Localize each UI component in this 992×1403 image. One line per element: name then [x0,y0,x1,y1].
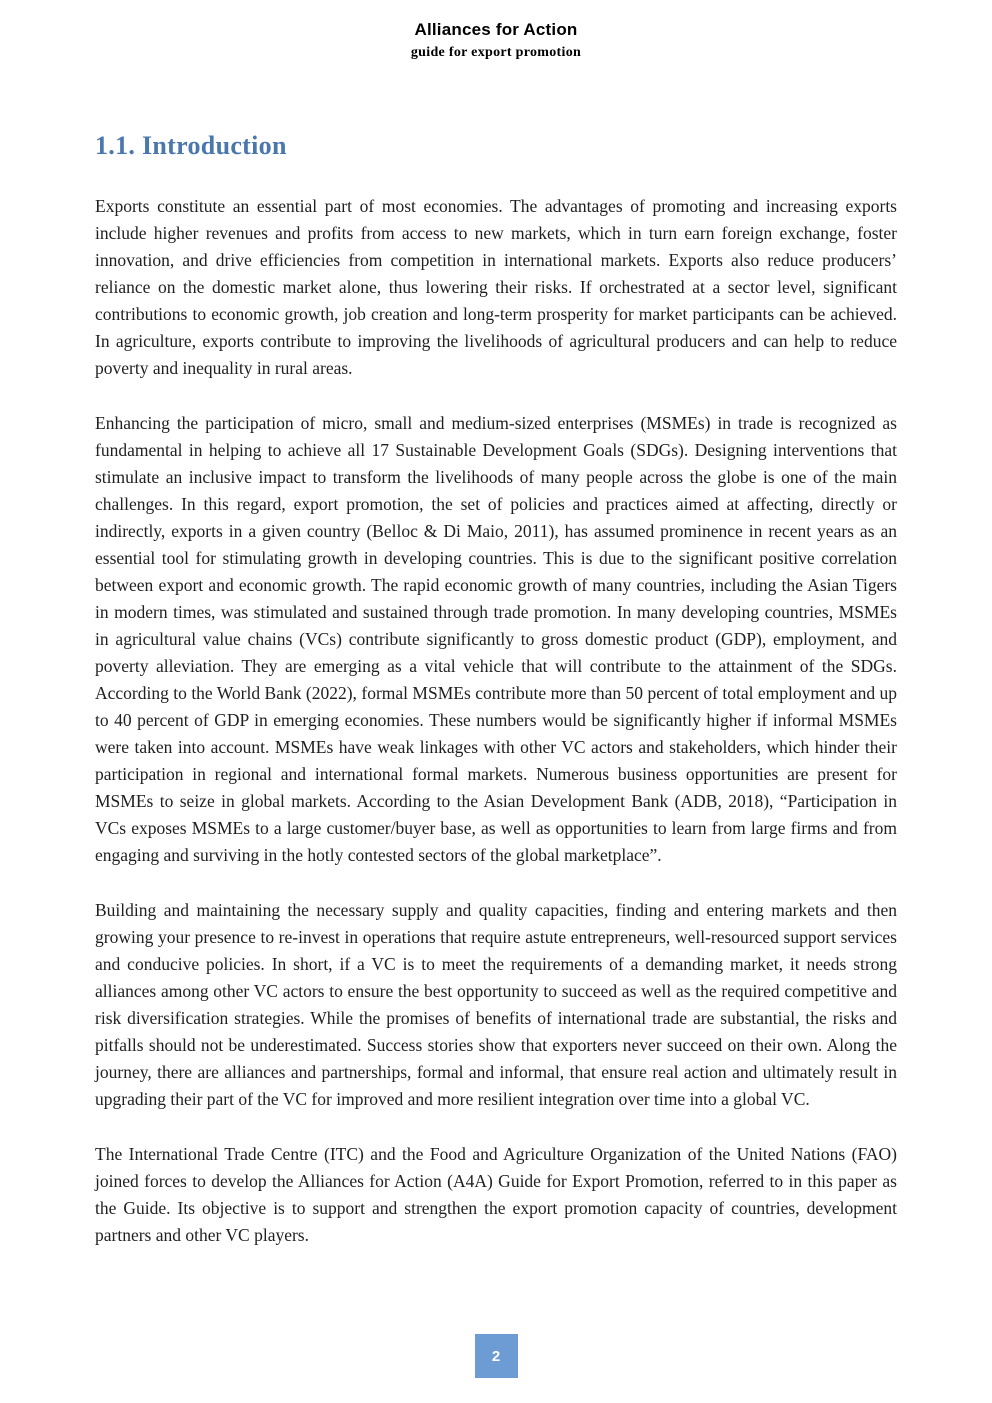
paragraph-building-capacities: Building and maintaining the necessary supply and quality capacities, finding and entering markets and then growing your presence to re-invest in operations that require astute entrepreneurs, well-resourced support services and conducive policies. In short, if a VC is to meet the requirements of a demanding market, it needs strong alliances among other VC actors to ensure the best opportunity to succeed as well as the required competitive and risk diversification strategies. While the promises of benefits of international trade are substantial, the risks and pitfalls should not be underestimated. Success stories show that exporters never succeed on their own. Along the journey, there are alliances and partnerships, formal and informal, that ensure real action and ultimately result in upgrading their part of the VC for improved and more resilient integration over time into a global VC. [95,900,897,1109]
document-footer [0,1334,992,1378]
section-heading: 1.1. Introduction [95,131,287,160]
paragraph-msme-participation: Enhancing the participation of micro, small and medium-sized enterprises (MSMEs) in trade is recognized as fundamental in helping to achieve all 17 Sustainable Development Goals (SDGs). Designing interventions that stimulate an inclusive impact to transform the livelihoods of many people across the globe is one of the main challenges. In this regard, export promotion, the set of policies and practices aimed at affecting, directly or indirectly, exports in a given country (Belloc & Di Maio, 2011), has assumed prominence in recent years as an essential tool for stimulating growth in developing countries. This is due to the significant positive correlation between export and economic growth. The rapid economic growth of many countries, including the Asian Tigers in modern times, was stimulated and sustained through trade promotion. In many developing countries, MSMEs in agricultural value chains (VCs) contribute significantly to gross domestic product (GDP), employment, and poverty alleviation. They are emerging as a vital vehicle that will contribute to the attainment of the SDGs. According to the World Bank (2022), formal MSMEs contribute more than 50 percent of total employment and up to 40 percent of GDP in emerging economies. These numbers would be significantly higher if informal MSMEs were taken into account. MSMEs have weak linkages with other VC actors and stakeholders, which hinder their participation in regional and international formal markets. Numerous business opportunities are present for MSMEs to seize in global markets. According to the Asian Development Bank (ADB, 2018), “Participation in VCs exposes MSMEs to a large customer/buyer base, as well as opportunities to learn from large firms and from engaging and surviving in the hotly contested sectors of the global marketplace”. [95,413,897,865]
document-title: Alliances for Action [414,20,578,39]
paragraph-exports-intro: Exports constitute an essential part of most economies. The advantages of promoting and increasing exports include higher revenues and profits from access to new markets, which in turn earn foreign exchange, foster innovation, and drive efficiencies from competition in international markets. Exports also reduce producers’ reliance on the domestic market alone, thus lowering their risks. If orchestrated at a sector level, significant contributions to economic growth, job creation and long-term prosperity for market participants can be achieved. In agriculture, exports contribute to improving the livelihoods of agricultural producers and can help to reduce poverty and inequality in rural areas. [95,196,897,378]
page-number-badge: 2 [475,1334,518,1378]
document-body [0,131,992,1249]
paragraph-itc-fao-guide: The International Trade Centre (ITC) and the Food and Agriculture Organization of the United Nations (FAO) joined forces to develop the Alliances for Action (A4A) Guide for Export Promotion, referred to in this paper as the Guide. Its objective is to support and strengthen the export promotion capacity of countries, development partners and other VC players. [95,1144,897,1245]
document-subtitle: guide for export promotion [410,45,582,60]
document-header [0,0,992,61]
